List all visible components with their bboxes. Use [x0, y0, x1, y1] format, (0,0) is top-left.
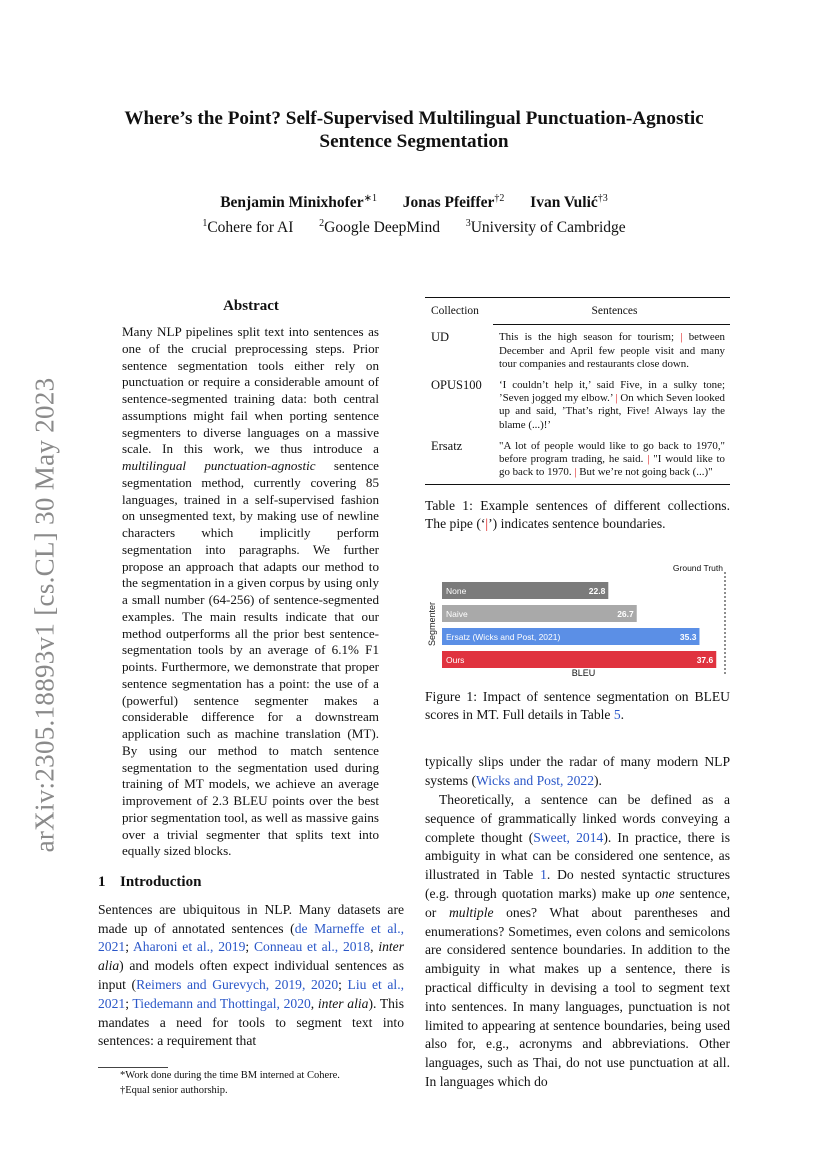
affiliation-2: Google DeepMind [324, 219, 440, 237]
table-row [425, 432, 730, 480]
affiliation-1: Cohere for AI [207, 219, 294, 237]
citation-link[interactable]: Sweet, 2014 [533, 829, 604, 845]
citation-link[interactable]: de Marneffe et al., 2021 [98, 920, 404, 955]
aff-1-sup: 1 [202, 218, 208, 230]
abstract-text [122, 324, 379, 860]
bar-category-label: Naive [446, 609, 468, 620]
author-1-sup: ∗1 [363, 193, 377, 204]
table-1 [425, 297, 730, 485]
aff-2-sup: 2 [319, 218, 325, 230]
x-axis-label: BLEU [571, 668, 596, 679]
section-number: 1 [98, 874, 106, 890]
author-block [90, 188, 738, 238]
example-sentences: This is the high season for tourism; | between December and April few people visit and many tour companies and restaurants close down. [499, 331, 725, 370]
affiliation-3: University of Cambridge [470, 219, 626, 237]
right-paragraph-2: Theoretically, a sentence can be defined as a sequence of grammatically linked words conveying a complete thought (Sweet, 2014). In practice, there is ambiguity in what can be considered one sentence, as illustrated in Table 1. Do nested syntactic structures (e.g. through quotation marks) make up one sentence, or multiple ones? What about parentheses and enumerations? Sometimes, even colons and semicolons are considered sentence boundaries. In addition to the ambiguity in what makes up a sentence, there is practical difficulty in devising a tool to segment text into sentences. In many languages, punctuation is not limited to appearing at sentence boundaries, being used also for, e.g., acronyms and abbreviations. Other languages, such as Thai, do not use punctuation at all. In languages which do [425, 792, 730, 1089]
abstract-part-2: sentence segmentation method, currently covering 85 languages, trained in a self-supervised fashion on unsegmented text, by making use of newline characters which implicitly perform segmentation into paragraphs. We further propose an approach that adapts our method to the segmentation in a given corpus by using only a small number (64-256) of sentence-segmented examples. The main results indicate that our method outperforms all the prior best sentence-segmentation tools by an average of 6.1% F1 points. Furthermore, we demonstrate that proper sentence segmentation has a point: the use of a (powerful) sentence segmenter makes a considerable difference for a downstream application such as machine translation (MT). By using our method to match sentence segmentation to the segmentation used during training of MT models, we achieve an average improvement of 2.3 BLEU points over the best prior segmentation tool, as well as massive gains over a trivial segmenter that splits text into equally sized blocks. [122, 458, 379, 859]
paper-title [90, 107, 738, 153]
footnote-2: †Equal senior authorship. [120, 1085, 228, 1097]
bar-value-label: 22.8 [588, 586, 606, 597]
table-row [425, 325, 730, 371]
author-2: Jonas Pfeiffer [402, 194, 495, 212]
bar-category-label: None [446, 586, 467, 597]
table-row [425, 371, 730, 432]
right-paragraph-1: typically slips under the radar of many modern NLP systems (Wicks and Post, 2022). [425, 754, 730, 789]
footnote-1: *Work done during the time BM interned at Cohere. [120, 1070, 340, 1082]
author-1: Benjamin Minixhofer [220, 194, 364, 212]
collection-name: Ersatz [431, 438, 463, 453]
bar-0 [442, 582, 608, 599]
left-column [98, 297, 404, 1098]
affiliations [90, 213, 738, 238]
figure-1-caption: Figure 1: Impact of sentence segmentation on BLEU scores in MT. Full details in Table 5. [425, 689, 730, 722]
table-1-link[interactable]: 1 [540, 867, 547, 883]
ground-truth-label: Ground Truth [672, 563, 723, 574]
abstract-part-1: Many NLP pipelines split text into sentences as one of the crucial preprocessing steps. Prior sentence segmentation tools either rely on punctuation or require a considerable amount of sentence-segmented training data: both central assumptions might fail when porting sentence segmenters to diverse languages on a massive scale. In this work, we thus introduce a [122, 324, 379, 457]
arxiv-identifier: arXiv:2305.18893v1 [cs.CL] 30 May 2023 [29, 377, 60, 853]
author-2-sup: †2 [494, 193, 505, 204]
example-sentences: ‘I couldn’t help it,’ said Five, in a sulky tone; ’Seven jogged my elbow.’ | On which Seven looked up and said, ’That’s right, Five! Always lay the blame (...)!’ [499, 379, 725, 431]
arxiv-sidebar [30, 355, 60, 875]
abstract-heading: Abstract [223, 298, 279, 314]
bar-3 [442, 651, 716, 668]
aff-3-sup: 3 [465, 218, 471, 230]
citation-link[interactable]: Reimers and Gurevych, 2019, 2020 [136, 977, 339, 993]
author-3: Ivan Vulić [530, 194, 598, 212]
section-title: Introduction [120, 874, 202, 890]
intro-paragraph: Sentences are ubiquitous in NLP. Many datasets are made up of annotated sentences (de Marneffe et al., 2021; Aharoni et al., 2019; Conneau et al., 2018, inter alia) and models often expect individual sentences as input (Reimers and Gurevych, 2019, 2020; Liu et al., 2021; Tiedemann and Thottingal, 2020, inter alia). This mandates a need for tools to segment text into sentences: a requirement that [98, 901, 405, 1049]
table-header-sentences: Sentences [591, 305, 638, 317]
author-3-sup: †3 [597, 193, 608, 204]
example-sentences: "A lot of people would like to go back to 1970," before program trading, he said. | "I would like to go back to 1970. | But we’re not going back (...)" [499, 439, 725, 479]
section-heading-introduction [98, 874, 404, 891]
title-line-2: Sentence Segmentation [319, 131, 509, 152]
chart-svg [425, 562, 730, 680]
author-names [90, 188, 738, 213]
citation-link[interactable]: Wicks and Post, 2022 [475, 773, 595, 789]
table-header-collection: Collection [431, 305, 479, 317]
citation-link[interactable]: Aharoni et al., 2019 [132, 939, 246, 955]
bar-value-label: 35.3 [679, 632, 697, 643]
bar-1 [442, 605, 637, 622]
bar-category-label: Ersatz (Wicks and Post, 2021) [446, 632, 561, 643]
bar-value-label: 26.7 [617, 609, 634, 620]
abstract-emphasis: multilingual punctuation-agnostic [122, 458, 316, 473]
title-line-1: Where’s the Point? Self-Supervised Multilingual Punctuation-Agnostic [124, 108, 704, 129]
table-5-link[interactable]: 5 [613, 706, 621, 722]
collection-name: UD [431, 330, 450, 345]
y-axis-label: Segmenter [427, 602, 437, 647]
citation-link[interactable]: Liu et al., 2021 [98, 977, 405, 1011]
citation-link[interactable]: Tiedemann and Thottingal, 2020 [132, 995, 311, 1011]
collection-name: OPUS100 [431, 378, 482, 393]
bar-value-label: 37.6 [696, 655, 714, 666]
table-1-caption: Table 1: Example sentences of different collections. The pipe (‘|’) indicates sentence boundaries. [425, 498, 730, 531]
right-column [425, 297, 730, 1092]
bleu-bar-chart [425, 562, 730, 680]
citation-link[interactable]: Conneau et al., 2018 [253, 939, 371, 955]
bar-category-label: Ours [446, 655, 465, 666]
